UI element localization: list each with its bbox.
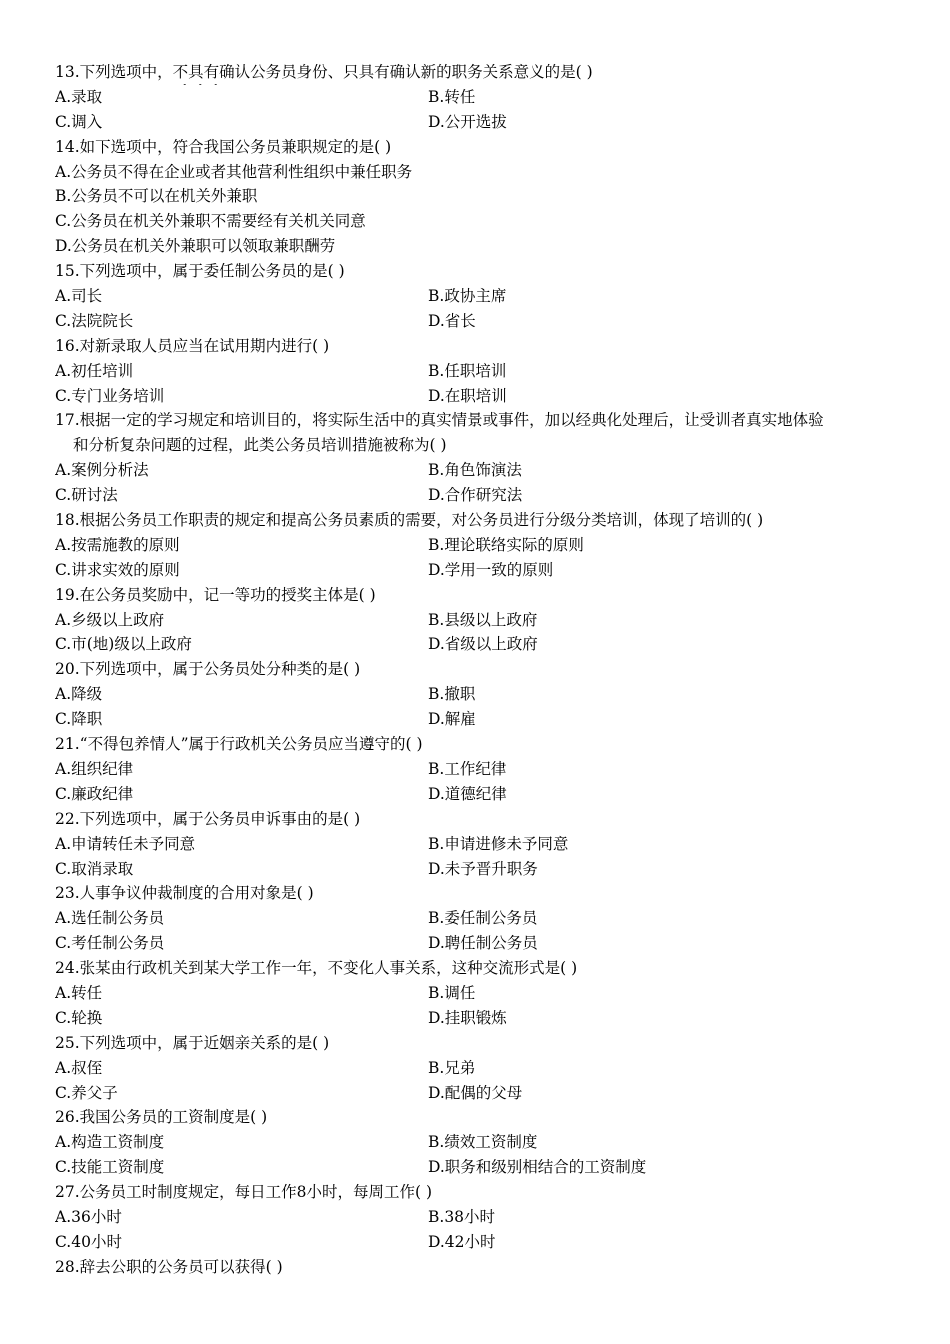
- option-b[interactable]: B.绩效工资制度: [428, 1133, 538, 1152]
- option-b[interactable]: B.委任制公务员: [428, 909, 538, 928]
- question-13-options-row-2: [55, 110, 895, 135]
- option-d[interactable]: D.合作研究法: [428, 486, 523, 505]
- question-18-stem: 18.根据公务员工作职责的规定和提高公务员素质的需要，对公务员进行分级分类培训，体现了培训的( ): [55, 511, 764, 530]
- option-a[interactable]: A.选任制公务员: [55, 909, 165, 928]
- option-d[interactable]: D.道德纪律: [428, 784, 507, 803]
- option-d[interactable]: D.在职培训: [428, 386, 507, 405]
- option-d[interactable]: D.聘任制公务员: [428, 934, 538, 953]
- question-24-options-row-1: [55, 981, 895, 1006]
- option-a[interactable]: A.组织纪律: [55, 759, 134, 778]
- emphasized-text: [173, 63, 220, 81]
- question-18-options-row-1: [55, 533, 895, 558]
- option-a[interactable]: A.公务员不得在企业或者其他营利性组织中兼任职务: [55, 162, 413, 181]
- question-13-stem: [55, 60, 895, 85]
- option-d[interactable]: D.职务和级别相结合的工资制度: [428, 1158, 647, 1177]
- option-b[interactable]: B.兄弟: [428, 1058, 476, 1077]
- option-a[interactable]: A.录取: [55, 87, 103, 106]
- option-b[interactable]: B.角色饰演法: [428, 461, 522, 480]
- question-20-stem: 20.下列选项中，属于公务员处分种类的是( ): [55, 660, 361, 679]
- option-b[interactable]: B.工作纪律: [428, 759, 507, 778]
- question-21-options-row-1: [55, 757, 895, 782]
- option-b[interactable]: B.38小时: [428, 1207, 496, 1226]
- question-22-options-row-2: [55, 857, 895, 882]
- question-15-stem: 15.下列选项中，属于委任制公务员的是( ): [55, 262, 345, 281]
- question-28-stem: 28.辞去公职的公务员可以获得( ): [55, 1257, 283, 1276]
- question-16-options-row-1: [55, 359, 895, 384]
- question-25-options-row-1: [55, 1056, 895, 1081]
- option-b[interactable]: B.政协主席: [428, 287, 507, 306]
- question-26-options-row-2: [55, 1155, 895, 1180]
- question-17-stem-continuation: [55, 433, 895, 458]
- option-b[interactable]: B.任职培训: [428, 361, 507, 380]
- option-a[interactable]: A.转任: [55, 983, 103, 1002]
- option-d[interactable]: D.省长: [428, 311, 476, 330]
- option-b[interactable]: B.调任: [428, 983, 476, 1002]
- question-16-options-row-2: [55, 384, 895, 409]
- question-22-stem: 22.下列选项中，属于公务员申诉事由的是( ): [55, 809, 361, 828]
- option-d[interactable]: D.公开选拔: [428, 112, 507, 131]
- question-27-options-row-2: [55, 1230, 895, 1255]
- question-24-stem: 24.张某由行政机关到某大学工作一年，不变化人事关系，这种交流形式是( ): [55, 959, 578, 978]
- option-c[interactable]: C.公务员在机关外兼职不需要经有关机关同意: [55, 212, 366, 231]
- option-d[interactable]: D.42小时: [428, 1232, 496, 1251]
- question-25-options-row-2: [55, 1081, 895, 1106]
- option-c[interactable]: C.养父子: [55, 1083, 118, 1102]
- question-21-options-row-2: [55, 782, 895, 807]
- question-17-options-row-1: [55, 458, 895, 483]
- question-23-stem: 23.人事争议仲裁制度的合用对象是( ): [55, 884, 314, 903]
- question-20-options-row-1: [55, 682, 895, 707]
- option-b[interactable]: B.理论联络实际的原则: [428, 535, 584, 554]
- option-d[interactable]: D.未予晋升职务: [428, 859, 538, 878]
- stem-part: 13.下列选项中，: [55, 63, 173, 81]
- option-c[interactable]: C.轮换: [55, 1008, 103, 1027]
- question-19-options-row-2: [55, 632, 895, 657]
- option-d[interactable]: D.公务员在机关外兼职可以领取兼职酬劳: [55, 237, 336, 256]
- option-c[interactable]: C.技能工资制度: [55, 1158, 165, 1177]
- question-26-stem: 26.我国公务员的工资制度是( ): [55, 1108, 268, 1127]
- question-26-options-row-1: [55, 1130, 895, 1155]
- question-23-options-row-2: [55, 931, 895, 956]
- option-c[interactable]: C.降职: [55, 710, 103, 729]
- question-27-stem: 27.公务员工时制度规定，每日工作8小时，每周工作( ): [55, 1183, 433, 1202]
- stem-continuation: 和分析复杂问题的过程，此类公务员培训措施被称为( ): [73, 436, 447, 455]
- question-23-options-row-1: [55, 906, 895, 931]
- question-18-options-row-2: [55, 558, 895, 583]
- option-c[interactable]: C.取消录取: [55, 859, 134, 878]
- option-a[interactable]: A.乡级以上政府: [55, 610, 165, 629]
- question-14-stem: 14.如下选项中，符合我国公务员兼职规定的是( ): [55, 137, 392, 156]
- option-c[interactable]: C.市(地)级以上政府: [55, 635, 192, 654]
- option-a[interactable]: A.按需施教的原则: [55, 535, 180, 554]
- question-19-stem: 19.在公务员奖励中，记一等功的授奖主体是( ): [55, 585, 376, 604]
- option-a[interactable]: A.降级: [55, 685, 103, 704]
- option-b[interactable]: B.撤职: [428, 685, 476, 704]
- option-a[interactable]: A.构造工资制度: [55, 1133, 165, 1152]
- option-c[interactable]: C.法院院长: [55, 311, 134, 330]
- question-21-stem: 21.“不得包养情人”属于行政机关公务员应当遵守的( ): [55, 735, 423, 754]
- question-20-options-row-2: [55, 707, 895, 732]
- option-c[interactable]: C.40小时: [55, 1232, 122, 1251]
- option-d[interactable]: D.解雇: [428, 710, 476, 729]
- option-c[interactable]: C.考任制公务员: [55, 934, 165, 953]
- option-d[interactable]: D.学用一致的原则: [428, 560, 554, 579]
- option-c[interactable]: C.讲求实效的原则: [55, 560, 180, 579]
- question-24-options-row-2: [55, 1006, 895, 1031]
- option-a[interactable]: A.案例分析法: [55, 461, 149, 480]
- exam-page: [55, 60, 895, 1280]
- option-c[interactable]: C.专门业务培训: [55, 386, 165, 405]
- option-b[interactable]: B.申请进修未予同意: [428, 834, 569, 853]
- option-c[interactable]: C.廉政纪律: [55, 784, 134, 803]
- question-16-stem: 16.对新录取人员应当在试用期内进行( ): [55, 336, 330, 355]
- option-a[interactable]: A.初任培训: [55, 361, 134, 380]
- question-27-options-row-1: [55, 1205, 895, 1230]
- option-a[interactable]: A.36小时: [55, 1207, 122, 1226]
- option-b[interactable]: B.县级以上政府: [428, 610, 538, 629]
- question-22-options-row-1: [55, 832, 895, 857]
- question-13-options-row-1: [55, 85, 895, 110]
- option-b[interactable]: B.公务员不可以在机关外兼职: [55, 187, 258, 206]
- option-d[interactable]: D.挂职锻炼: [428, 1008, 507, 1027]
- question-17-options-row-2: [55, 483, 895, 508]
- question-25-stem: 25.下列选项中，属于近姻亲关系的是( ): [55, 1033, 330, 1052]
- emphasis-dots: 不具有: [172, 63, 220, 81]
- option-b[interactable]: B.转任: [428, 87, 476, 106]
- option-d[interactable]: D.配偶的父母: [428, 1083, 523, 1102]
- question-15-options-row-1: [55, 284, 895, 309]
- question-17-stem: 17.根据一定的学习规定和培训目的，将实际生活中的真实情景或事件，加以经典化处理后，让受训者真实地体验: [55, 411, 824, 430]
- option-c[interactable]: C.调入: [55, 112, 103, 131]
- option-a[interactable]: A.申请转任未予同意: [55, 834, 196, 853]
- question-19-options-row-1: [55, 608, 895, 633]
- stem-part: 确认公务员身份、只具有确认新的职务关系意义的是( ): [219, 63, 593, 81]
- option-a[interactable]: A.叔侄: [55, 1058, 103, 1077]
- option-d[interactable]: D.省级以上政府: [428, 635, 538, 654]
- option-c[interactable]: C.研讨法: [55, 486, 118, 505]
- option-a[interactable]: A.司长: [55, 287, 103, 306]
- question-15-options-row-2: [55, 309, 895, 334]
